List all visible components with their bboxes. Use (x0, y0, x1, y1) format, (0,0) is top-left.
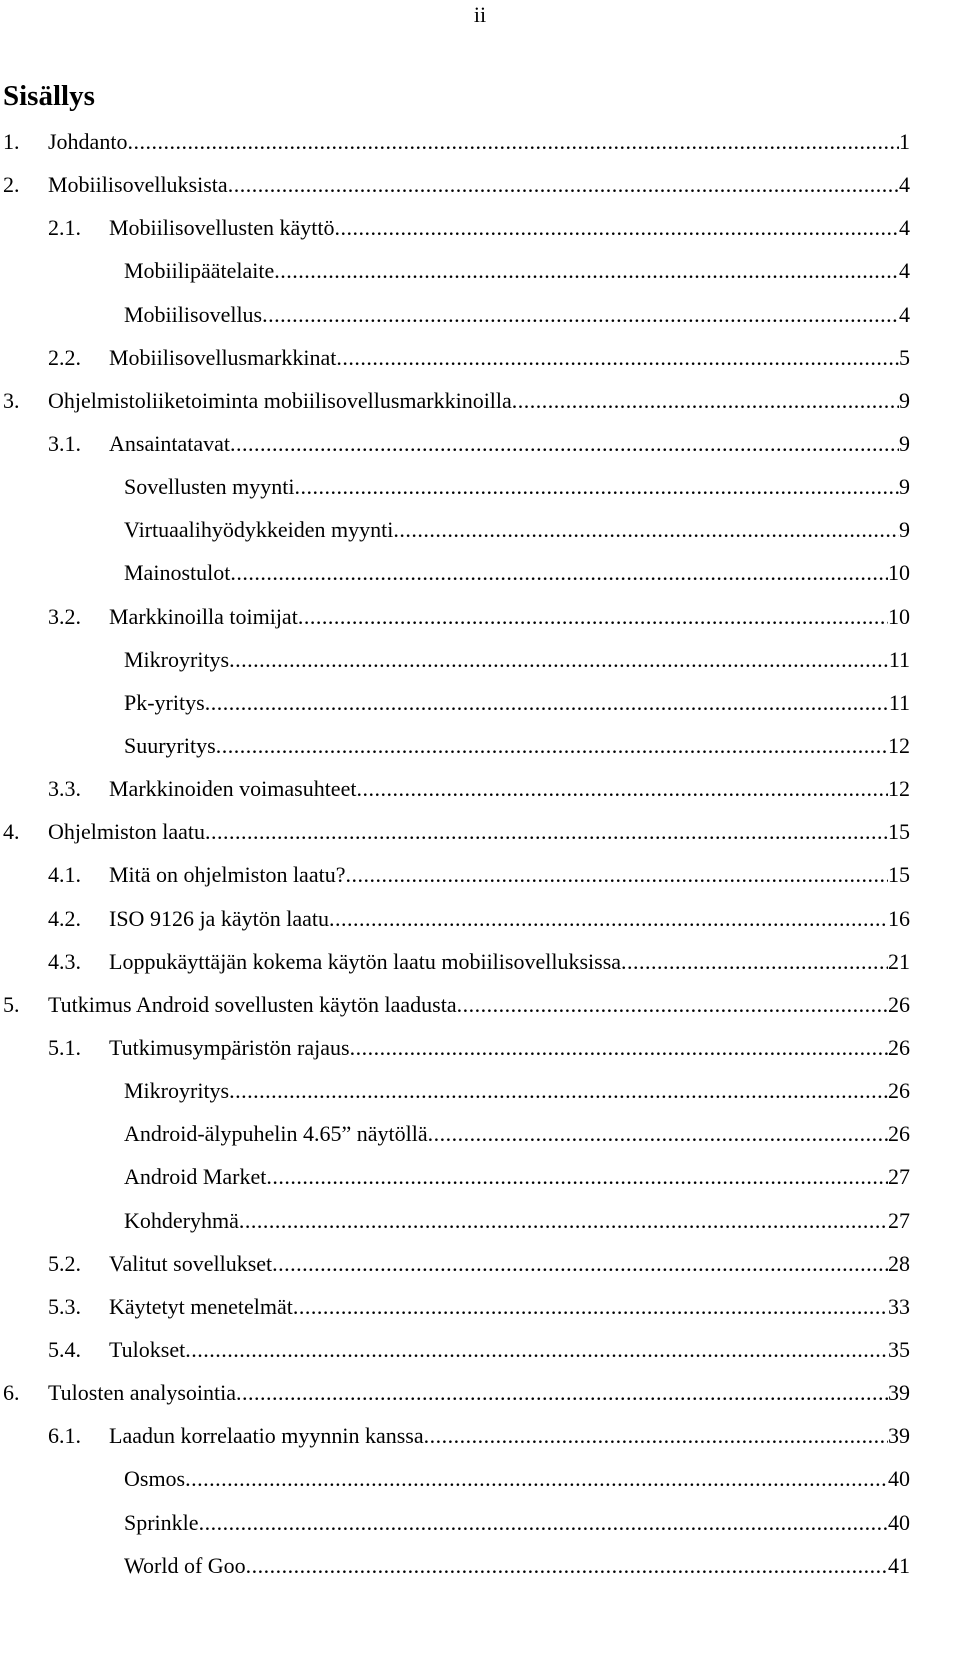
dot-leader (230, 429, 899, 459)
toc-entry-page-number: 26 (888, 991, 910, 1017)
toc-entry[interactable] (0, 127, 960, 170)
toc-entry-title[interactable]: World of Goo (124, 1552, 246, 1578)
toc-entry[interactable] (0, 860, 960, 903)
dot-leader (199, 1508, 888, 1538)
toc-entry-title[interactable]: Markkinoilla toimijat (109, 603, 298, 629)
toc-entry[interactable] (0, 947, 960, 990)
toc-entry-title[interactable]: Loppukäyttäjän kokema käytön laatu mobiilisovelluksissa (109, 948, 622, 974)
toc-entry-page-number: 41 (888, 1552, 910, 1578)
toc-entry[interactable] (0, 990, 960, 1033)
toc-entry-page-number: 28 (888, 1250, 910, 1276)
dot-leader (356, 774, 888, 804)
dot-leader (229, 1076, 888, 1106)
dot-leader (295, 472, 900, 502)
toc-entry-title[interactable]: Ohjelmistoliiketoiminta mobiilisovellusmarkkinoilla (48, 387, 512, 413)
dot-leader (350, 1033, 888, 1063)
toc-entry-line (109, 213, 910, 243)
toc-entry-number: 5.4. (48, 1336, 81, 1362)
toc-entry-title[interactable]: Mobiilisovelluksista (48, 172, 228, 198)
toc-entry-line (124, 1206, 910, 1236)
toc-entry-number: 5. (3, 991, 20, 1017)
toc-entry-number: 6. (3, 1380, 20, 1406)
toc-entry-number: 3. (3, 387, 20, 413)
toc-entry[interactable] (0, 1508, 960, 1551)
toc-entry-title[interactable]: Virtuaalihyödykkeiden myynti (124, 517, 394, 543)
toc-entry[interactable] (0, 1292, 960, 1335)
toc-entry-title[interactable]: Johdanto (48, 129, 128, 154)
dot-leader (621, 947, 888, 977)
toc-entry-title[interactable]: Mainostulot (124, 560, 231, 586)
toc-entry-line (109, 860, 910, 890)
toc-entry-number: 3.3. (48, 776, 81, 802)
dot-leader (216, 731, 888, 761)
toc-entry-title[interactable]: Tutkimusympäristön rajaus (109, 1034, 350, 1060)
toc-entry-number: 2. (3, 172, 20, 198)
toc-entry-line (124, 1464, 910, 1494)
toc-entry-title[interactable]: Kohderyhmä (124, 1207, 239, 1233)
toc-entry-title[interactable]: Mikroyritys (124, 646, 230, 672)
toc-entry-title[interactable]: Mitä on ohjelmiston laatu? (109, 862, 346, 888)
toc-entry-line (124, 1162, 910, 1192)
toc-entry[interactable] (0, 1119, 960, 1162)
toc-entry-number: 4. (3, 819, 20, 845)
toc-entry-title[interactable]: Suuryritys (124, 732, 216, 758)
toc-entry-page-number: 39 (888, 1380, 910, 1406)
toc-entry[interactable] (0, 1162, 960, 1205)
dot-leader (185, 1464, 888, 1494)
toc-entry-title[interactable]: Mobiilisovellusmarkkinat (109, 344, 337, 370)
toc-entry-page-number: 9 (899, 517, 910, 543)
toc-entry-title[interactable]: Valitut sovellukset (109, 1250, 273, 1276)
toc-entry[interactable] (0, 602, 960, 645)
dot-leader (239, 1206, 888, 1236)
toc-entry-title[interactable]: Käytetyt menetelmät (109, 1293, 293, 1319)
dot-leader (512, 386, 899, 416)
dot-leader (457, 990, 888, 1020)
toc-entry[interactable] (0, 1378, 960, 1421)
toc-entry-page-number: 5 (899, 344, 910, 370)
toc-entry-page-number: 9 (899, 430, 910, 456)
toc-entry-page-number: 33 (888, 1293, 910, 1319)
toc-entry-number: 2.2. (48, 344, 81, 370)
toc-entry-page-number: 40 (888, 1509, 910, 1535)
toc-entry-page-number: 35 (888, 1336, 910, 1362)
dot-leader (246, 1551, 888, 1581)
toc-entry-page-number: 21 (888, 948, 910, 974)
toc-entry-line (124, 1076, 910, 1106)
toc-entry-line (124, 515, 910, 545)
toc-entry[interactable] (0, 1076, 960, 1119)
toc-entry-page-number: 12 (888, 732, 910, 758)
toc-entry[interactable] (0, 558, 960, 601)
toc-entry[interactable] (0, 170, 960, 213)
toc-entry[interactable] (0, 429, 960, 472)
toc-entry-page-number: 1 (899, 129, 910, 154)
toc-entry-line (48, 170, 910, 200)
toc-entry-title[interactable]: Markkinoiden voimasuhteet (109, 776, 357, 802)
toc-entry-number: 5.2. (48, 1250, 81, 1276)
dot-leader (228, 170, 899, 200)
dot-leader (205, 688, 889, 718)
toc-entry-page-number: 26 (888, 1078, 910, 1104)
toc-entry-line (124, 1551, 910, 1581)
toc-entry[interactable] (0, 472, 960, 515)
toc-entry-title[interactable]: Sprinkle (124, 1509, 199, 1535)
toc-entry-line (109, 904, 910, 934)
dot-leader (266, 1162, 888, 1192)
toc-entry-page-number: 4 (899, 258, 910, 284)
toc-entry-number: 6.1. (48, 1423, 81, 1449)
toc-entry-line (109, 343, 910, 373)
toc-entry-page-number: 27 (888, 1164, 910, 1190)
toc-entry-page-number: 12 (888, 776, 910, 802)
page-number: ii (473, 2, 487, 27)
toc-entry-title[interactable]: Tulosten analysointia (48, 1380, 237, 1406)
toc-entry-line (109, 1249, 910, 1279)
dot-leader (298, 602, 888, 632)
toc-entry-title[interactable]: ISO 9126 ja käytön laatu (109, 905, 329, 931)
toc-entry-line (124, 645, 910, 675)
toc-entry[interactable] (0, 731, 960, 774)
dot-leader (230, 558, 888, 588)
toc-entry[interactable] (0, 1551, 960, 1594)
toc-entry-title[interactable]: Mikroyritys (124, 1078, 230, 1104)
toc-entry-number: 3.1. (48, 430, 81, 456)
toc-entry-number: 1. (3, 129, 20, 154)
toc-entry-line (109, 1292, 910, 1322)
toc-entry-page-number: 16 (888, 905, 910, 931)
toc-entry-page-number: 26 (888, 1121, 910, 1147)
toc-entry[interactable] (0, 515, 960, 558)
toc-entry[interactable] (0, 1464, 960, 1507)
toc-entry[interactable] (0, 774, 960, 817)
toc-entry-page-number: 4 (899, 301, 910, 327)
toc-entry[interactable] (0, 645, 960, 688)
toc-title: Sisällys (3, 80, 95, 112)
toc-entry-page-number: 11 (888, 689, 910, 715)
dot-leader (262, 300, 899, 330)
toc-entry-title[interactable]: Pk-yritys (124, 689, 205, 715)
toc-entry-page-number: 15 (888, 862, 910, 888)
toc-entry-line (109, 1033, 910, 1063)
toc-entry-line (109, 602, 910, 632)
toc-entry-title[interactable]: Sovellusten myynti (124, 474, 295, 500)
toc-entry-title[interactable]: Android-älypuhelin 4.65” näytöllä (124, 1121, 428, 1147)
toc-entry-line (48, 817, 910, 847)
toc-entry[interactable] (0, 213, 960, 256)
toc-entry-title[interactable]: Android Market (124, 1164, 267, 1190)
dot-leader (272, 1249, 888, 1279)
toc-entry-line (48, 127, 910, 157)
toc-entry-number: 3.2. (48, 603, 81, 629)
toc-entry-line (109, 1335, 910, 1365)
toc-entry[interactable] (0, 256, 960, 299)
toc-entry-line (109, 1421, 910, 1451)
toc-entry-line (109, 774, 910, 804)
toc-entry-page-number: 26 (888, 1034, 910, 1060)
dot-leader (274, 256, 899, 286)
toc-entry[interactable] (0, 1033, 960, 1076)
toc-entry-number: 5.1. (48, 1034, 81, 1060)
dot-leader (293, 1292, 888, 1322)
toc-entry[interactable] (0, 904, 960, 947)
toc-entry-line (124, 1119, 910, 1149)
toc-entry-title[interactable]: Laadun korrelaatio myynnin kanssa (109, 1423, 424, 1449)
toc-entry[interactable] (0, 817, 960, 860)
toc-entry-title[interactable]: Tulokset (109, 1336, 186, 1362)
toc-entry-page-number: 10 (888, 560, 910, 586)
toc-entry[interactable] (0, 1206, 960, 1249)
toc-entry-number: 4.2. (48, 905, 81, 931)
toc-entry-number: 4.1. (48, 862, 81, 888)
toc-entry[interactable] (0, 300, 960, 343)
toc-entry-line (109, 947, 910, 977)
dot-leader (127, 127, 899, 157)
toc-entry-line (124, 300, 910, 330)
dot-leader (336, 343, 899, 373)
dot-leader (335, 213, 900, 243)
dot-leader (345, 860, 888, 890)
toc-entry-page-number: 11 (888, 646, 910, 672)
dot-leader (185, 1335, 888, 1365)
toc-entry-number: 5.3. (48, 1293, 81, 1319)
toc-entry-page-number: 39 (888, 1423, 910, 1449)
toc-entry-line (48, 1378, 910, 1408)
toc-entry[interactable] (0, 386, 960, 429)
toc-entry-page-number: 4 (899, 172, 910, 198)
dot-leader (428, 1119, 888, 1149)
toc-entry-title[interactable]: Ansaintatavat (109, 430, 230, 456)
toc-entry[interactable] (0, 343, 960, 386)
dot-leader (393, 515, 899, 545)
toc-entry-page-number: 9 (899, 387, 910, 413)
toc-entry-page-number: 27 (888, 1207, 910, 1233)
toc-entry[interactable] (0, 1335, 960, 1378)
toc-entry[interactable] (0, 688, 960, 731)
toc-entry-line (124, 256, 910, 286)
toc-entry-page-number: 10 (888, 603, 910, 629)
toc-entry-page-number: 4 (899, 215, 910, 241)
toc-entry[interactable] (0, 1421, 960, 1464)
toc-entry-page-number: 40 (888, 1466, 910, 1492)
dot-leader (229, 645, 889, 675)
toc-entry-line (48, 990, 910, 1020)
toc-entry-line (124, 558, 910, 588)
dot-leader (424, 1421, 888, 1451)
toc-entry-number: 2.1. (48, 215, 81, 241)
toc-entry-line (48, 386, 910, 416)
dot-leader (329, 904, 888, 934)
toc-entry-title[interactable]: Osmos (124, 1466, 186, 1492)
toc-entry-line (124, 472, 910, 502)
dot-leader (205, 817, 888, 847)
toc-entry-title[interactable]: Tutkimus Android sovellusten käytön laadusta (48, 991, 457, 1017)
toc-entry-title[interactable]: Ohjelmiston laatu (48, 819, 206, 845)
table-of-contents (0, 127, 960, 1594)
toc-entry-title[interactable]: Mobiilisovellusten käyttö (109, 215, 335, 241)
toc-entry-line (124, 688, 910, 718)
toc-entry-title[interactable]: Mobiilipäätelaite (124, 258, 275, 284)
toc-entry-page-number: 9 (899, 474, 910, 500)
toc-entry-line (109, 429, 910, 459)
toc-entry-page-number: 15 (888, 819, 910, 845)
toc-entry-line (124, 731, 910, 761)
toc-entry[interactable] (0, 1249, 960, 1292)
dot-leader (236, 1378, 888, 1408)
toc-entry-line (124, 1508, 910, 1538)
toc-entry-number: 4.3. (48, 948, 81, 974)
toc-entry-title[interactable]: Mobiilisovellus (124, 301, 263, 327)
